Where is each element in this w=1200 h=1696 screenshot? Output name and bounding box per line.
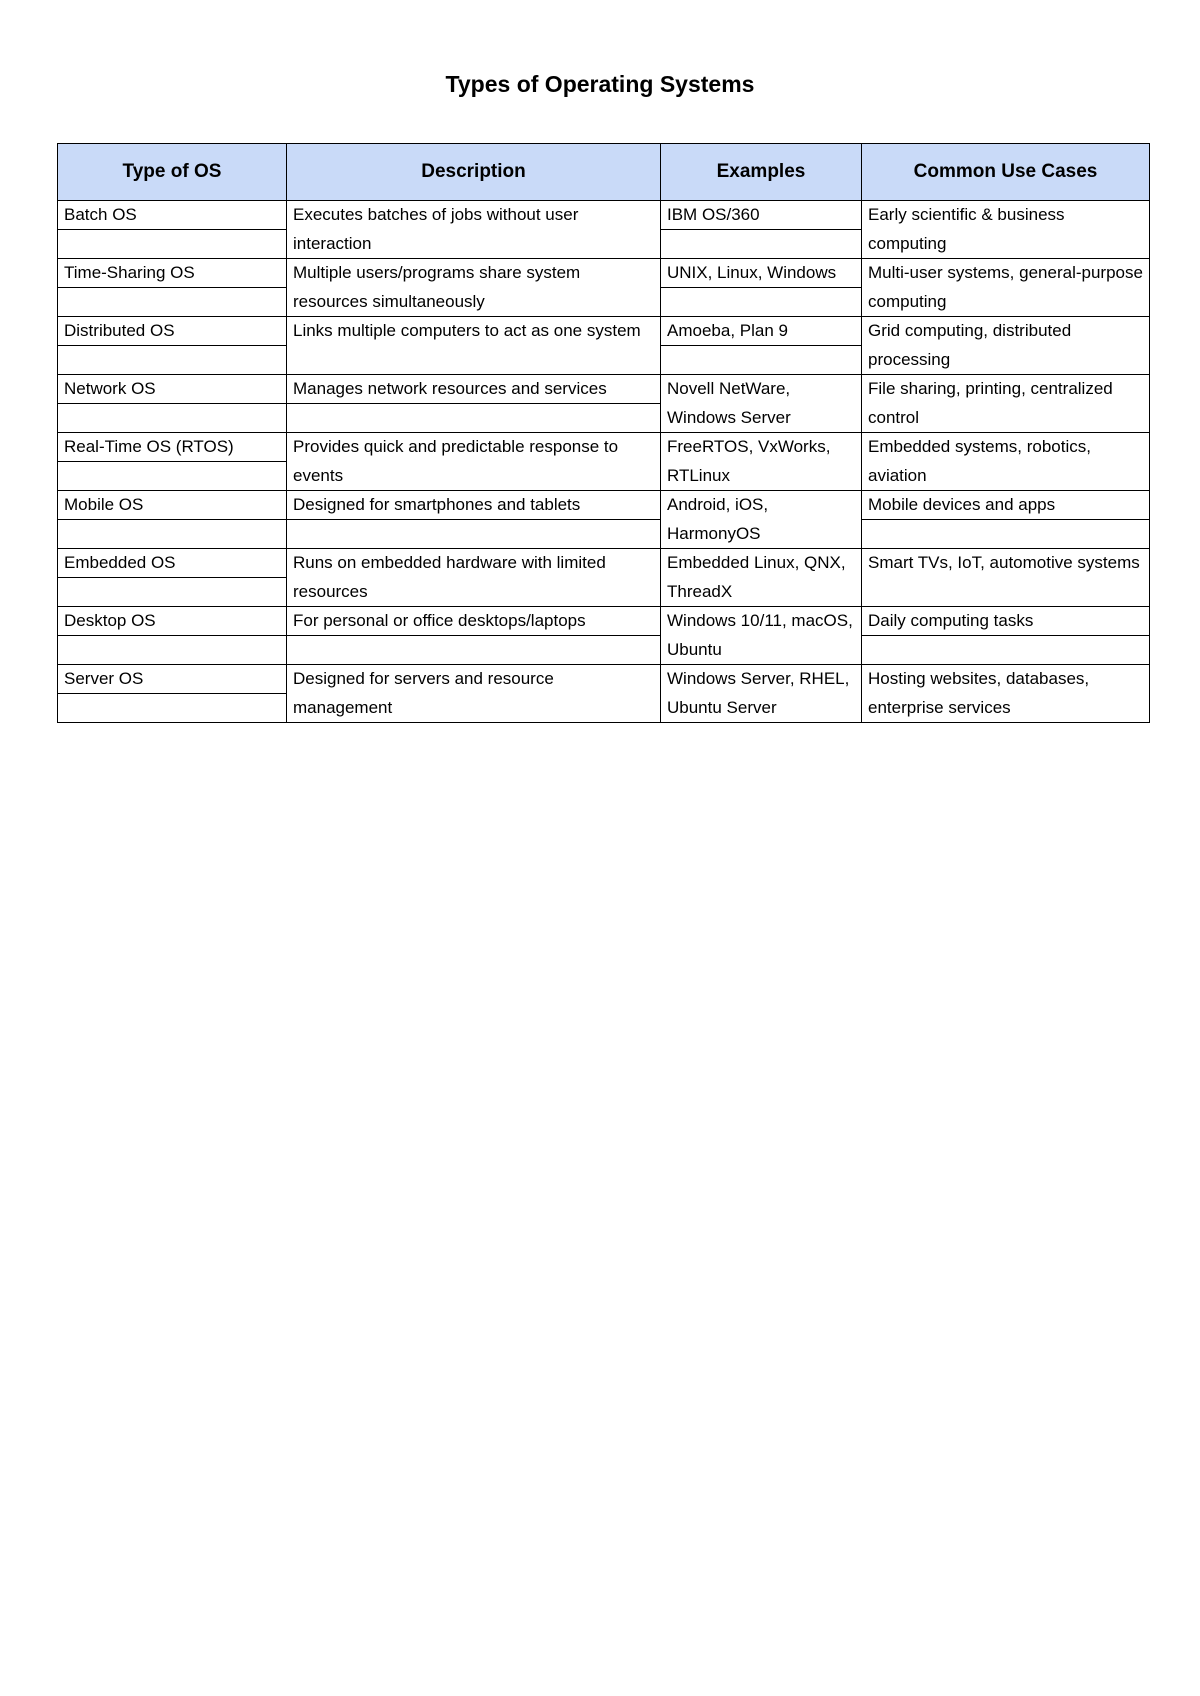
cell-type: Batch OS [58,201,287,259]
cell-type: Time-Sharing OS [58,259,287,317]
cell-description: Designed for smartphones and tablets [287,491,661,549]
cell-use-cases: Smart TVs, IoT, automotive systems [862,549,1150,607]
table-row [58,607,1150,665]
cell-examples: FreeRTOS, VxWorks, RTLinux [661,433,862,491]
table-header-row [58,144,1150,201]
cell-description: Provides quick and predictable response to events [287,433,661,491]
header-use-cases: Common Use Cases [862,144,1150,201]
cell-use-cases: Hosting websites, databases, enterprise services [862,665,1150,723]
header-description: Description [287,144,661,201]
table-row [58,665,1150,723]
cell-type: Server OS [58,665,287,723]
table-row [58,201,1150,259]
cell-type: Desktop OS [58,607,287,665]
cell-description: Manages network resources and services [287,375,661,433]
cell-examples: Embedded Linux, QNX, ThreadX [661,549,862,607]
page-title: Types of Operating Systems [445,71,755,97]
cell-use-cases: File sharing, printing, centralized control [862,375,1150,433]
cell-use-cases: Early scientific & business computing [862,201,1150,259]
cell-description: Links multiple computers to act as one system [287,317,661,375]
header-type: Type of OS [58,144,287,201]
table-row [58,433,1150,491]
table-row [58,317,1150,375]
cell-examples: IBM OS/360 [661,201,862,259]
cell-use-cases: Multi-user systems, general-purpose computing [862,259,1150,317]
cell-type: Mobile OS [58,491,287,549]
cell-description: For personal or office desktops/laptops [287,607,661,665]
cell-description: Executes batches of jobs without user interaction [287,201,661,259]
cell-use-cases: Daily computing tasks [862,607,1150,665]
cell-type: Network OS [58,375,287,433]
header-examples: Examples [661,144,862,201]
cell-use-cases: Embedded systems, robotics, aviation [862,433,1150,491]
cell-description: Runs on embedded hardware with limited resources [287,549,661,607]
os-types-table [57,143,1150,723]
cell-type: Embedded OS [58,549,287,607]
cell-description: Designed for servers and resource management [287,665,661,723]
table-row [58,549,1150,607]
table-row [58,259,1150,317]
table-row [58,491,1150,549]
cell-type: Distributed OS [58,317,287,375]
cell-description: Multiple users/programs share system resources simultaneously [287,259,661,317]
cell-examples: Novell NetWare, Windows Server [661,375,862,433]
cell-examples: Amoeba, Plan 9 [661,317,862,375]
cell-examples: UNIX, Linux, Windows [661,259,862,317]
cell-type: Real-Time OS (RTOS) [58,433,287,491]
cell-examples: Windows Server, RHEL, Ubuntu Server [661,665,862,723]
table-row [58,375,1150,433]
cell-use-cases: Grid computing, distributed processing [862,317,1150,375]
cell-examples: Windows 10/11, macOS, Ubuntu [661,607,862,665]
cell-use-cases: Mobile devices and apps [862,491,1150,549]
cell-examples: Android, iOS, HarmonyOS [661,491,862,549]
